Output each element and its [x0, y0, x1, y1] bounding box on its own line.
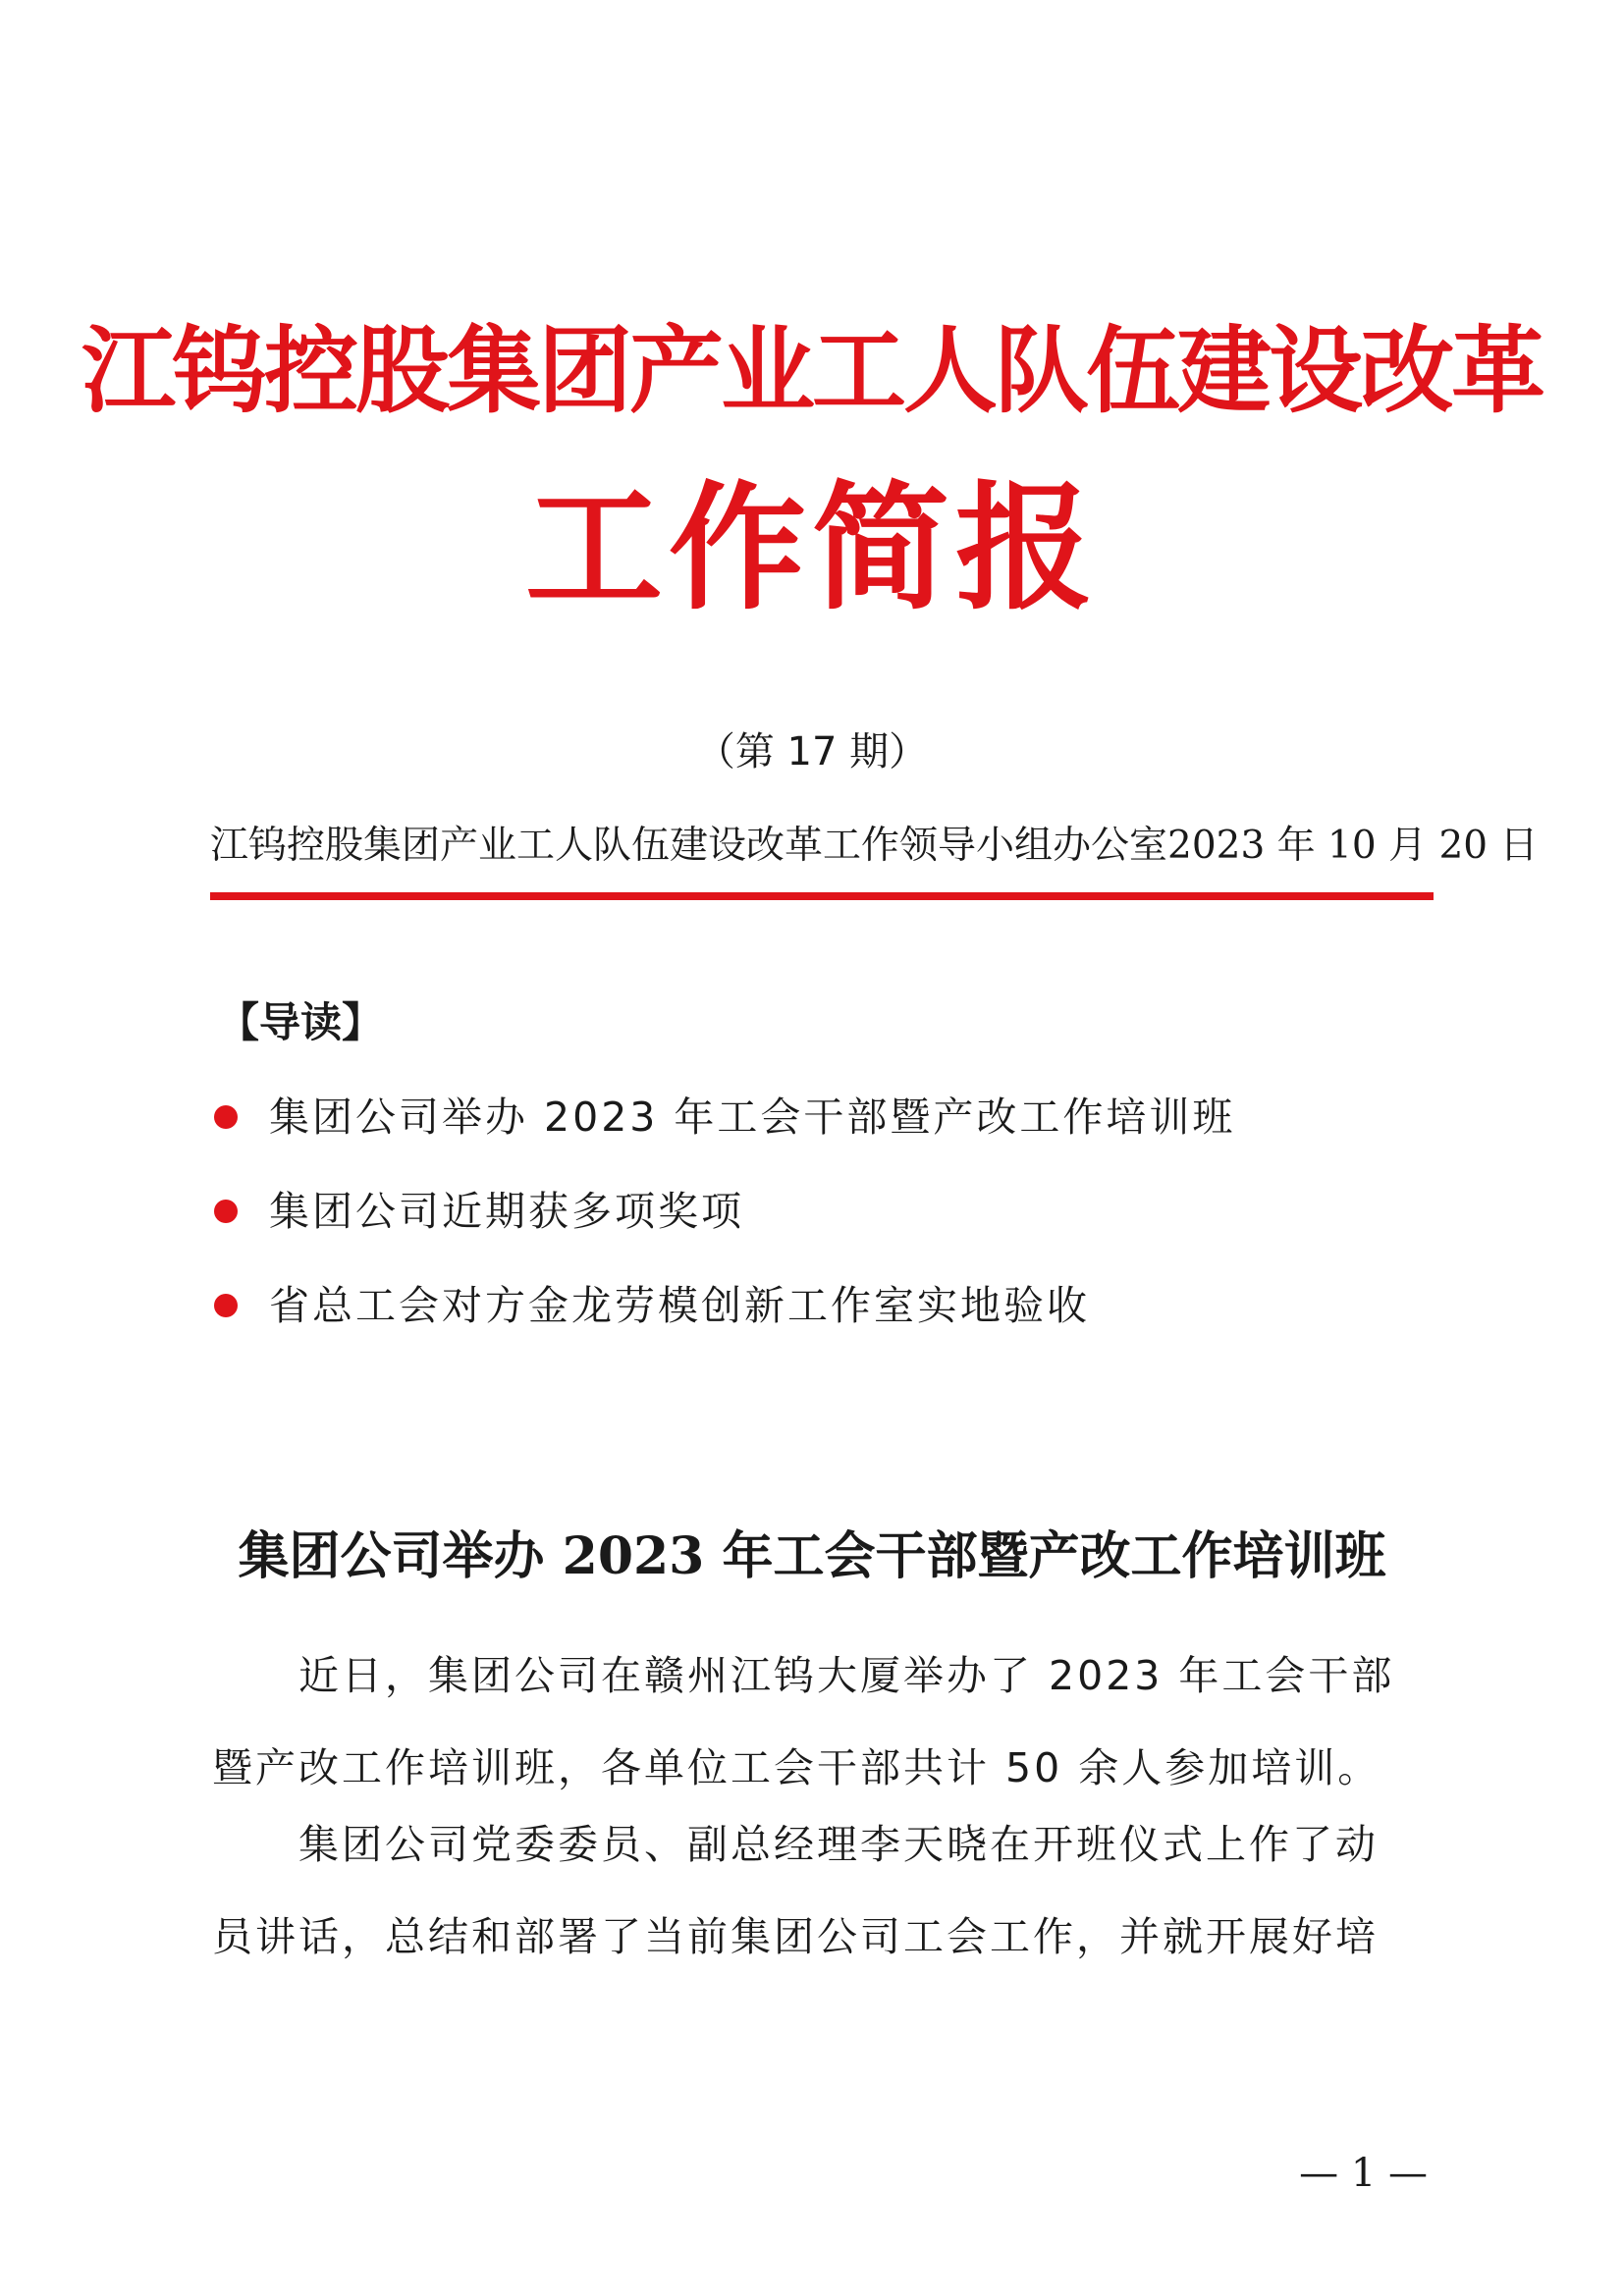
guide-heading: 【导读】 [218, 998, 384, 1046]
guide-item[interactable] [214, 1182, 744, 1241]
guide-item[interactable] [214, 1276, 1090, 1335]
issue-number: （第 17 期） [695, 729, 929, 774]
guide-item-label: 集团公司近期获多项奖项 [269, 1188, 744, 1235]
bullet-dot-icon [214, 1294, 238, 1317]
masthead-divider [210, 892, 1434, 900]
bullet-dot-icon [214, 1200, 238, 1223]
article-paragraph: 集团公司党委委员、副总经理李天晓在开班仪式上作了动员讲话，总结和部署了当前集团公司工会工作，并就开展好培 [212, 1821, 1379, 1960]
bullet-dot-icon [214, 1105, 238, 1129]
issuer-name: 江钨控股集团产业工人队伍建设改革工作领导小组办公室 [210, 824, 1168, 868]
issuer-row [210, 819, 1539, 874]
guide-item[interactable] [214, 1088, 1235, 1147]
guide-item-label: 省总工会对方金龙劳模创新工作室实地验收 [269, 1282, 1090, 1329]
page-number: — 1 — [1299, 2151, 1428, 2196]
issue-date: 2023 年 10 月 20 日 [1167, 824, 1539, 868]
masthead-title-line2: 工作简报 [524, 468, 1099, 629]
masthead-title-line1: 江钨控股集团产业工人队伍建设改革 [81, 315, 1543, 426]
guide-item-label: 集团公司举办 2023 年工会干部暨产改工作培训班 [269, 1094, 1236, 1141]
article-title: 集团公司举办 2023 年工会干部暨产改工作培训班 [238, 1526, 1386, 1586]
article-paragraph: 近日，集团公司在赣州江钨大厦举办了 2023 年工会干部暨产改工作培训班，各单位工会干部共计 50 余人参加培训。 [212, 1652, 1395, 1791]
